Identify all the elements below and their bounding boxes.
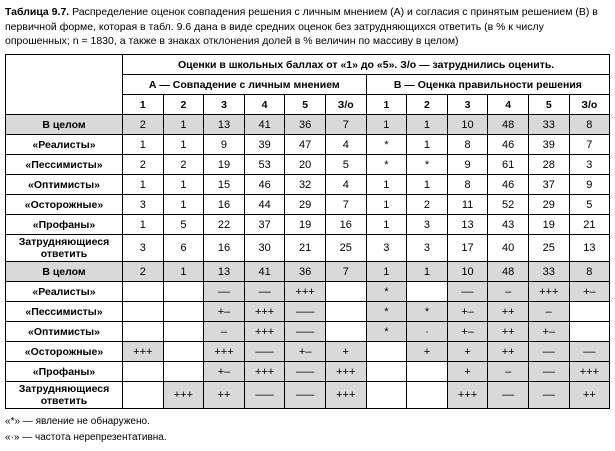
table-cell: 3 [407,235,448,262]
row-label: «Осторожные» [6,195,123,215]
table-cell: 28 [528,155,569,175]
column-header: З/о [569,95,610,115]
table-cell: 46 [488,175,529,195]
table-cell: ++ [488,322,529,342]
table-cell: * [366,282,407,302]
table-cell: –– [528,342,569,362]
table-cell [123,362,164,382]
table-cell: 61 [488,155,529,175]
footnote-dot: «·» — частота нерепрезентативна. [5,431,167,443]
table-cell: * [407,155,448,175]
table-cell: 1 [366,195,407,215]
table-cell: + [407,342,448,362]
table-cell: 19 [285,215,326,235]
row-label: «Профаны» [6,215,123,235]
table-cell: 37 [244,215,285,235]
table-cell: 33 [528,262,569,282]
table-cell: +++ [528,282,569,302]
column-header: 4 [244,95,285,115]
row-label: Затрудняющиеся ответить [6,235,123,262]
row-label: «Осторожные» [6,342,123,362]
column-header: 4 [488,95,529,115]
table-cell: 3 [569,155,610,175]
table-cell: 9 [204,135,245,155]
table-cell: 37 [528,175,569,195]
table-cell: – [204,322,245,342]
table-cell: 25 [325,235,366,262]
table-cell: 53 [244,155,285,175]
table-cell: 8 [569,262,610,282]
table-cell [569,322,610,342]
table-cell: ++ [488,302,529,322]
table-cell: 5 [325,155,366,175]
table-number: Таблица 9.7. [5,6,70,18]
table-cell: 16 [204,195,245,215]
table-cell: 9 [447,155,488,175]
table-cell: 13 [204,262,245,282]
table-cell [407,282,448,302]
table-cell: +++ [325,382,366,409]
column-header: 2 [163,95,204,115]
column-header: 1 [366,95,407,115]
table-row [6,362,610,382]
table-cell: 1 [407,135,448,155]
table-cell [123,382,164,409]
column-header: 2 [407,95,448,115]
group-b-header: В — Оценка правильности решения [366,75,610,95]
table-cell: 46 [488,135,529,155]
row-label: «Пессимисты» [6,155,123,175]
table-cell [163,302,204,322]
table-cell: 36 [285,115,326,135]
table-cell [366,382,407,409]
table-cell: +– [447,322,488,342]
table-cell: 52 [488,195,529,215]
table-cell: · [407,322,448,342]
table-cell: +– [447,302,488,322]
table-row [6,155,610,175]
table-cell: ++ [488,342,529,362]
table-cell [325,322,366,342]
row-label: В целом [6,115,123,135]
table-cell: 4 [325,135,366,155]
table-cell: 41 [244,115,285,135]
table-cell: 2 [123,262,164,282]
table-cell: 5 [569,195,610,215]
table-cell: 46 [244,175,285,195]
table-cell: 7 [325,115,366,135]
table-cell: 3 [366,235,407,262]
table-cell: 25 [528,235,569,262]
table-cell: 1 [163,262,204,282]
table-cell: 8 [447,175,488,195]
table-cell: +++ [163,382,204,409]
table-cell: +++ [204,342,245,362]
table-cell: 33 [528,115,569,135]
table-cell: 8 [569,115,610,135]
table-cell: 15 [204,175,245,195]
table-row [6,302,610,322]
table-row [6,382,610,409]
table-cell: 16 [204,235,245,262]
header-row-scale [6,55,610,75]
table-cell: * [366,155,407,175]
table-row [6,195,610,215]
table-cell: +– [569,282,610,302]
table-cell: 1 [366,262,407,282]
table-cell: +– [204,302,245,322]
table-row [6,342,610,362]
table-cell: 20 [285,155,326,175]
table-cell: 5 [163,215,204,235]
table-cell: 3 [407,215,448,235]
footnotes [5,414,610,445]
table-cell: 11 [447,195,488,215]
table-cell: 13 [447,215,488,235]
table-cell: ––– [285,322,326,342]
table-cell: 41 [244,262,285,282]
table-row [6,175,610,195]
table-cell: ––– [285,382,326,409]
table-cell: –– [204,282,245,302]
table-cell [163,342,204,362]
table-cell: + [325,342,366,362]
table-title [5,5,610,49]
table-cell: 48 [488,115,529,135]
table-cell: 1 [407,262,448,282]
table-cell: 29 [528,195,569,215]
table-cell: +– [285,342,326,362]
scale-note: Оценки в школьных баллах от «1» до «5». З/о — затруднились оценить. [123,55,610,75]
table-cell: 1 [163,175,204,195]
table-row [6,115,610,135]
table-cell: 30 [244,235,285,262]
table-cell: +– [204,362,245,382]
table-cell: ++ [204,382,245,409]
table-cell [123,322,164,342]
table-cell: 1 [163,195,204,215]
table-row [6,235,610,262]
table-cell: 22 [204,215,245,235]
table-cell: –– [244,282,285,302]
table-cell: 3 [123,195,164,215]
table-cell: 2 [123,155,164,175]
table-cell: –– [528,362,569,382]
table-cell [407,362,448,382]
table-cell: 9 [569,175,610,195]
table-row [6,262,610,282]
table-cell: ––– [285,362,326,382]
table-cell: 6 [163,235,204,262]
table-cell [366,362,407,382]
table-cell: 1 [123,175,164,195]
table-cell: 8 [447,135,488,155]
column-header: 3 [204,95,245,115]
corner-cell [6,55,123,115]
row-label: «Профаны» [6,362,123,382]
row-label: «Реалисты» [6,135,123,155]
table-cell [325,302,366,322]
table-cell: 1 [366,115,407,135]
table-cell: 13 [569,235,610,262]
table-row [6,215,610,235]
table-cell: 36 [285,262,326,282]
table-cell: 43 [488,215,529,235]
table-cell [407,382,448,409]
table-cell: 2 [163,155,204,175]
column-header: 5 [285,95,326,115]
row-label: В целом [6,262,123,282]
table-cell: 3 [123,235,164,262]
table-cell [366,342,407,362]
table-cell: ––– [244,382,285,409]
data-table [5,54,610,409]
row-label: «Оптимисты» [6,322,123,342]
table-cell: +++ [569,362,610,382]
table-cell: 1 [123,215,164,235]
table-body [6,115,610,409]
column-header: 3 [447,95,488,115]
column-header: 5 [528,95,569,115]
table-cell: +++ [123,342,164,362]
table-cell: 4 [325,175,366,195]
table-cell: 39 [528,135,569,155]
table-cell: 1 [163,115,204,135]
table-cell: 17 [447,235,488,262]
table-cell: +– [528,322,569,342]
table-cell [325,282,366,302]
table-cell: * [366,302,407,322]
table-cell [163,282,204,302]
table-cell: 1 [407,175,448,195]
group-a-header: А — Совпадение с личным мнением [123,75,367,95]
footnote-asterisk: «*» — явление не обнаружено. [5,416,150,428]
table-cell: 16 [325,215,366,235]
table-caption: Распределение оценок совпадения решения с личным мнением (А) и согласия с принятым решением (В) в первичной форме, которая в табл. 9.6 дана в виде средних оценок без затрудняющихся ответить (в % к числу опрошенных; n = 1830, а также в знаках отклонения долей в % величин по массиву в целом) [5,6,598,48]
table-cell: – [528,302,569,322]
table-cell: 13 [204,115,245,135]
table-cell: +++ [285,282,326,302]
table-cell [123,282,164,302]
table-cell: ++ [569,382,610,409]
table-cell: +++ [244,322,285,342]
table-cell [163,362,204,382]
row-label: «Пессимисты» [6,302,123,322]
table-cell: 7 [325,262,366,282]
table-cell: –– [528,382,569,409]
column-header: З/о [325,95,366,115]
table-cell: + [447,362,488,382]
table-cell: +++ [325,362,366,382]
table-cell: 1 [123,135,164,155]
table-row [6,282,610,302]
table-cell: 21 [569,215,610,235]
row-label: Затрудняющиеся ответить [6,382,123,409]
table-cell: +++ [244,362,285,382]
table-cell: 10 [447,115,488,135]
table-cell: ––– [244,342,285,362]
table-cell: 21 [285,235,326,262]
table-cell: 2 [407,195,448,215]
row-label: «Реалисты» [6,282,123,302]
table-cell: –– [488,382,529,409]
table-cell: 44 [244,195,285,215]
table-cell: – [488,362,529,382]
table-cell: 47 [285,135,326,155]
table-cell: +++ [244,302,285,322]
table-cell: 1 [163,135,204,155]
table-row [6,322,610,342]
table-cell: – [488,282,529,302]
table-cell [123,302,164,322]
table-cell: 10 [447,262,488,282]
table-cell: 7 [569,135,610,155]
table-cell: 2 [123,115,164,135]
table-cell: ––– [285,302,326,322]
table-cell [569,302,610,322]
row-label: «Оптимисты» [6,175,123,195]
table-cell: –– [569,342,610,362]
column-header: 1 [123,95,164,115]
table-cell: 1 [366,175,407,195]
table-cell [163,322,204,342]
table-row [6,135,610,155]
table-cell: * [366,135,407,155]
table-header [6,55,610,115]
table-cell: 19 [204,155,245,175]
table-cell: –– [447,282,488,302]
table-cell: * [407,302,448,322]
table-cell: 40 [488,235,529,262]
table-cell: + [447,342,488,362]
table-cell: 19 [528,215,569,235]
table-cell: 7 [325,195,366,215]
table-cell: * [366,322,407,342]
table-cell: 1 [407,115,448,135]
table-cell: 48 [488,262,529,282]
table-cell: 1 [366,215,407,235]
table-cell: 32 [285,175,326,195]
table-cell: +++ [447,382,488,409]
table-cell: 39 [244,135,285,155]
table-cell: 29 [285,195,326,215]
